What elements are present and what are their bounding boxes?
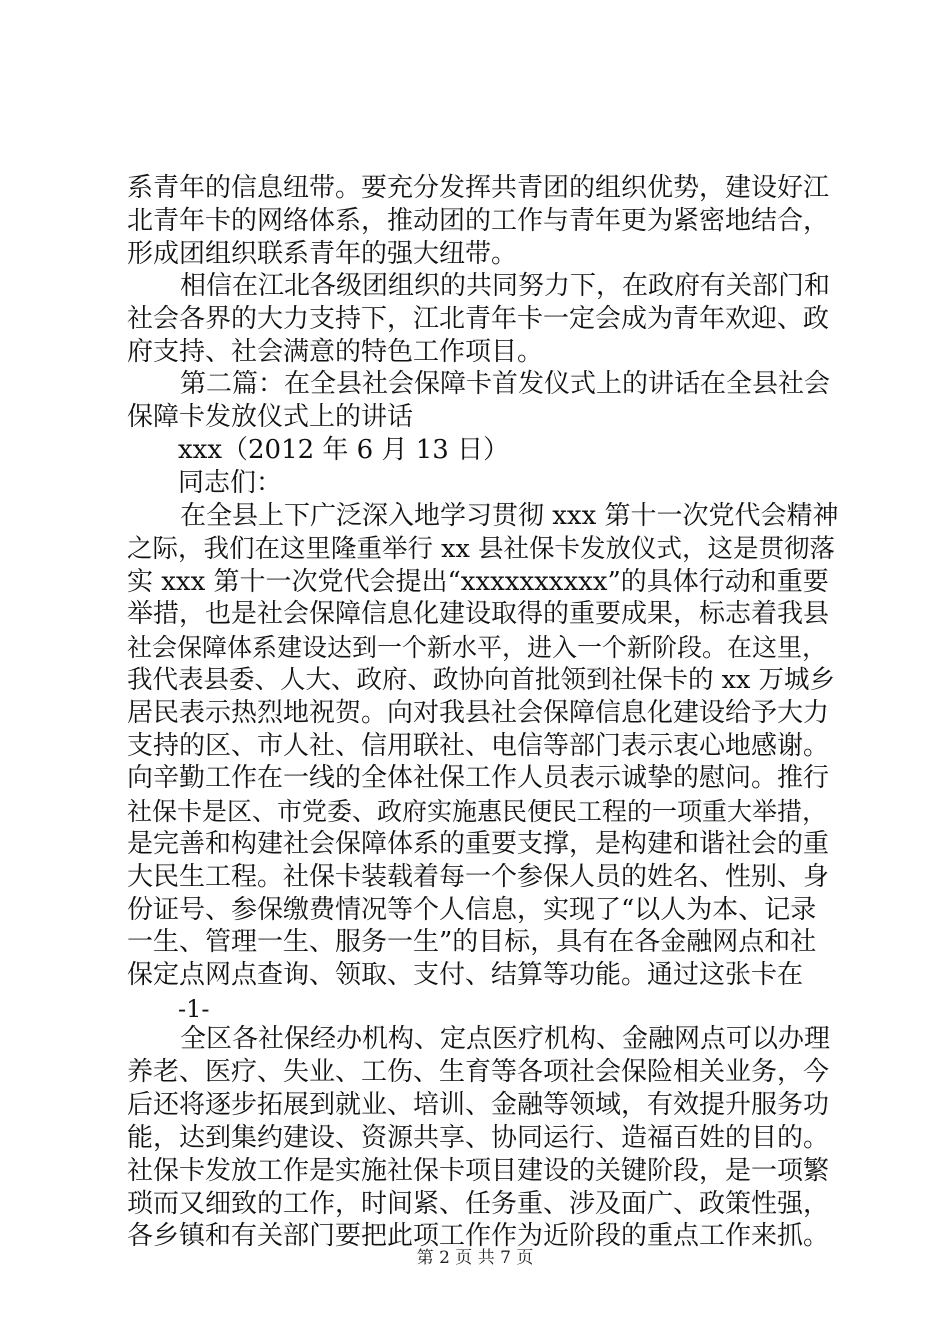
section-heading-continued: 保障卡发放仪式上的讲话 — [127, 402, 414, 432]
text-line: 份证号、参保缴费情况等个人信息，实现了“以人为本、记录 — [127, 895, 817, 925]
text-line: 社保卡发放工作是实施社保卡项目建设的关键阶段，是一项繁 — [127, 1156, 830, 1186]
text-line: 支持的区、市人社、信用联社、电信等部门表示衷心地感谢。 — [127, 731, 830, 761]
text-line: 是完善和构建社会保障体系的重要支撑，是构建和谐社会的重 — [127, 829, 830, 859]
text-line: 北青年卡的网络体系，推动团的工作与青年更为紧密地结合， — [127, 206, 830, 236]
text-line: 向辛勤工作在一线的全体社保工作人员表示诚挚的慰问。推行 — [127, 763, 830, 793]
text-line: 形成团组织联系青年的强大纽带。 — [127, 239, 518, 269]
text-line: 大民生工程。社保卡装载着每一个参保人员的姓名、性别、身 — [127, 862, 830, 892]
text-line: 之际，我们在这里隆重举行 xx 县社保卡发放仪式，这是贯彻落 — [127, 534, 835, 564]
paragraph-first-line: 相信在江北各级团组织的共同努力下，在政府有关部门和 — [180, 271, 831, 301]
text-line: 府支持、社会满意的特色工作项目。 — [127, 337, 544, 367]
text-line: 能，达到集约建设、资源共享、协同运行、造福百姓的目的。 — [127, 1123, 830, 1153]
text-line: 系青年的信息纽带。要充分发挥共青团的组织优势，建设好江 — [127, 173, 830, 203]
text-line: 社会保障体系建设达到一个新水平，进入一个新阶段。在这里， — [127, 633, 828, 662]
text-line: 保定点网点查询、领取、支付、结算等功能。通过这张卡在 — [127, 960, 804, 990]
paragraph-first-line: 全区各社保经办机构、定点医疗机构、金融网点可以办理 — [180, 1024, 831, 1054]
page-footer: 第 2 页 共 7 页 — [416, 1248, 534, 1268]
text-line: 社保卡是区、市党委、政府实施惠民便民工程的一项重大举措， — [127, 797, 828, 826]
text-line: 我代表县委、人大、政府、政协向首批领到社保卡的 xx 万城乡 — [127, 665, 835, 695]
inline-page-number: -1- — [178, 995, 210, 1023]
section-heading: 第二篇：在全县社会保障卡首发仪式上的讲话在全县社会 — [180, 369, 831, 399]
text-line: 琐而又细致的工作，时间紧、任务重、涉及面广、政策性强， — [127, 1189, 830, 1219]
text-line: 居民表示热烈地祝贺。向对我县社会保障信息化建设给予大力 — [127, 698, 830, 728]
text-line: 各乡镇和有关部门要把此项工作作为近阶段的重点工作来抓。 — [127, 1221, 830, 1251]
salutation: 同志们： — [178, 468, 283, 498]
text-line: 社会各界的大力支持下，江北青年卡一定会成为青年欢迎、政 — [127, 304, 830, 334]
text-line: 实 xxx 第十一次党代会提出“xxxxxxxxxx”的具体行动和重要 — [127, 567, 829, 597]
paragraph-first-line: 在全县上下广泛深入地学习贯彻 xxx 第十一次党代会精神 — [180, 501, 839, 531]
text-line: 养老、医疗、失业、工伤、生育等各项社会保险相关业务，今 — [127, 1057, 830, 1087]
text-line: 举措，也是社会保障信息化建设取得的重要成果，标志着我县 — [127, 599, 830, 629]
speaker-date-line: xxx（2012 年 6 月 13 日） — [178, 435, 510, 465]
text-line: 一生、管理一生、服务一生”的目标，具有在各金融网点和社 — [127, 927, 817, 957]
text-line: 后还将逐步拓展到就业、培训、金融等领域，有效提升服务功 — [127, 1090, 830, 1120]
